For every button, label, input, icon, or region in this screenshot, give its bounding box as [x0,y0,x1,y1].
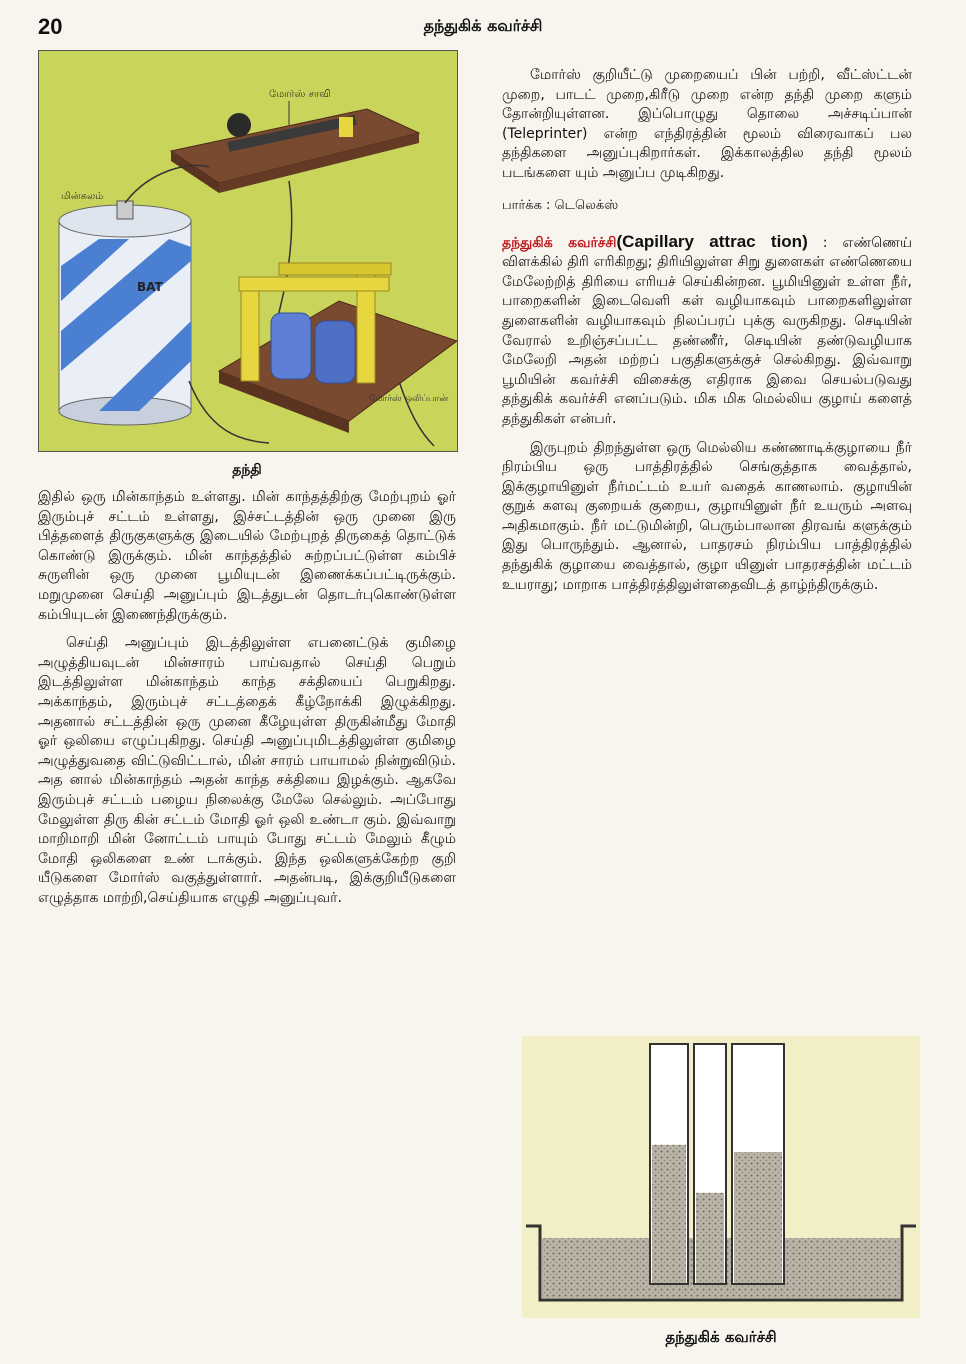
right-column [502,66,912,604]
entry-latin: (Capillary attrac tion) [616,231,808,251]
capillary-tube-narrow [694,1044,726,1284]
sounder-frame-left [241,283,259,381]
left-column [38,50,456,917]
entry-headword: தந்துகிக் கவர்ச்சி [502,234,617,251]
sounder-armature [239,277,389,291]
battery-text: BAT [137,280,163,294]
morse-key-post [339,117,353,137]
capillary-tube-wide [650,1044,688,1284]
left-paragraph-1: இதில் ஒரு மின்காந்தம் உள்ளது. மின் காந்தத்திற்கு மேற்புறம் ஓர் இரும்புச் சட்டம் உள்ளது, இச்சட்டத்தின் ஒரு முனை இரு பித்தளைத் திருகுகளுக்கு இடையில் மேற்புறத் திருகைத் தொட்டுக் கொண்டு இருக்கும். மின் காந்தத்தில் சுற்றப்பட்டுள்ள கம்பிச் சுருளின் ஒரு முனை பூமியுடன் இணைக்கப்பட்டிருக்கும். மறுமுனை செய்தி அனுப்பும் இடத்துடன் தொடர்புகொண்டுள்ள கம்பியுடன் இணைந்திருக்கும். [38,489,456,623]
running-title: தந்துகிக் கவர்ச்சி [423,16,543,35]
tube-wide-liquid [652,1145,686,1283]
cell-label: மின்கலம் [61,191,104,202]
entry-definition: : எண்ணெய் விளக்கில் திரி எரிகிறது; திரியிலுள்ள சிறு துளைகள் எண்ணெயை மேலேற்றித் திரியை எரியச் செய்கின்றன. பூமியினுள் உள்ள நீர், பாறைகளின் இடைவெளி கள் வழியாகவும் பாறைகளிலுள்ள துளைகளின் வழியாகவும் நிலப்பரப் புக்கு வருகிறது. செடியின் வேரால் உறிஞ்சப்பட்ட தண்ணீர், செடியின் தண்டுவழியாக மேலேறி அதன் மற்றப் பகுதிகளுக்குச் செல்கிறது. இவ்வாறு பூமியின் கவர்ச்சி விசைக்கு எதிராக இவை செயல்படுவது தந்துகிக் கவர்ச்சி எனப்படும். மிக மிக மெல்லிய குழாய் களைத் தந்துகிகள் என்பர். [502,234,912,427]
telegraph-caption: தந்தி [232,462,262,478]
capillary-tube-medium [732,1044,784,1284]
sounder-coil-left [271,313,311,379]
entry-paragraph [502,232,912,430]
sounder-coil-right [315,321,355,383]
right-paragraph-2: இருபுறம் திறந்துள்ள ஒரு மெல்லிய கண்ணாடிக்குழாயை நீர் நிரம்பிய ஒரு பாத்திரத்தில் செங்குத்தாக வைத்தால், இக்குழாயினுள் நீர்மட்டம் உயர் வதைக் காணலாம். குழாயின் குறுக் களவு குறையக் குறைய, குழாயினுள் நீர் உயரும் அளவு அதிகமாகும். நீர் மட்டுமின்றி, பெரும்பாலான திரவங் களுக்கும் இது பொருந்தும். ஆனால், பாதரசம் நிரம்பிய பாத்திரத்தில் தந்துகிக் குழாயை வைத்தால், குழா யினுள் பாதரசத்தின் மட்டம் உயராது; மாறாக பாத்திரத்திலுள்ளதைவிடத் தாழ்ந்திருக்கும். [502,439,912,593]
see-also: பார்க்க : டெலெக்ஸ் [502,197,619,213]
left-paragraph-2: செய்தி அனுப்பும் இடத்திலுள்ள எபனைட்டுக் குமிழை அழுத்தியவுடன் மின்சாரம் பாய்வதால் செய்தி பெறும் இடத்திலுள்ள மின்காந்தம் காந்த சக்தியைப் பெறுகிறது. அக்காந்தம், இரும்புச் சட்டத்தைக் கீழ்நோக்கி இழுக்கிறது. அதனால் சட்டத்தின் ஒரு முனை கீழேயுள்ள திருகின்மீது மோதி ஓர் ஒலியை எழுப்புகிறது. செய்தி அனுப்புமிடத்திலுள்ள குமிழை அழுத்துவதை விட்டுவிட்டால், மின் சாரம் பாயாமல் நின்றுவிடும். அத னால் மின்காந்தம் அதன் காந்த சக்தியை இழக்கும். ஆகவே இரும்புச் சட்டம் பழைய நிலைக்கு மேலே செல்லும். அப்போது மேலுள்ள திரு கின் சட்டம் மோதி ஓர் ஒலி உண்டா கும். இவ்வாறு மாறிமாறி மின் னோட்டம் பாயும் போது சட்டம் மேலும் கீழும் மோதி ஒலிகளை உண் டாக்கும். இந்த ஒலிகளுக்கேற்ற குறி யீடுகளை மோர்ஸ் வகுத்துள்ளார். அதன்படி, இக்குறியீடுகளை எழுத்தாக மாற்றி,செய்தியாக எழுதி அனுப்புவர். [38,635,456,906]
morse-key-label: மோர்ஸ் சாவி [269,89,331,100]
page-number: 20 [38,14,63,39]
morse-key-knob [227,113,251,137]
capillary-figure [522,1036,920,1318]
sounder-label: மோர்ஸ் ஒலிப்பான் [369,394,449,404]
telegraph-illustration [39,51,457,451]
sounder-top-bar [279,263,391,275]
battery-cell [59,201,191,425]
tube-narrow-liquid [696,1193,724,1283]
right-intro-paragraph: மோர்ஸ் குறியீட்டு முறையைப் பின் பற்றி, வீட்ஸ்ட்டன் முறை, பாடட் முறை,கிரீடு முறை என்ற தந்தி முறை களும் தோன்றியுள்ளன. இப்பொழுது தொலை அச்சடிப்பான் (Teleprinter) என்ற எந்திரத்தின் மூலம் விரைவாகப் பல தந்திகளை அனுப்புகிறார்கள். இக்காலத்தில தந்தி மூலம் படங்களை யும் அனுப்ப முடிகிறது. [502,67,912,181]
capillary-illustration [522,1036,920,1318]
tube-medium-liquid [734,1152,782,1283]
telegraph-figure [38,50,458,452]
capillary-caption: தந்துகிக் கவர்ச்சி [665,1328,777,1346]
